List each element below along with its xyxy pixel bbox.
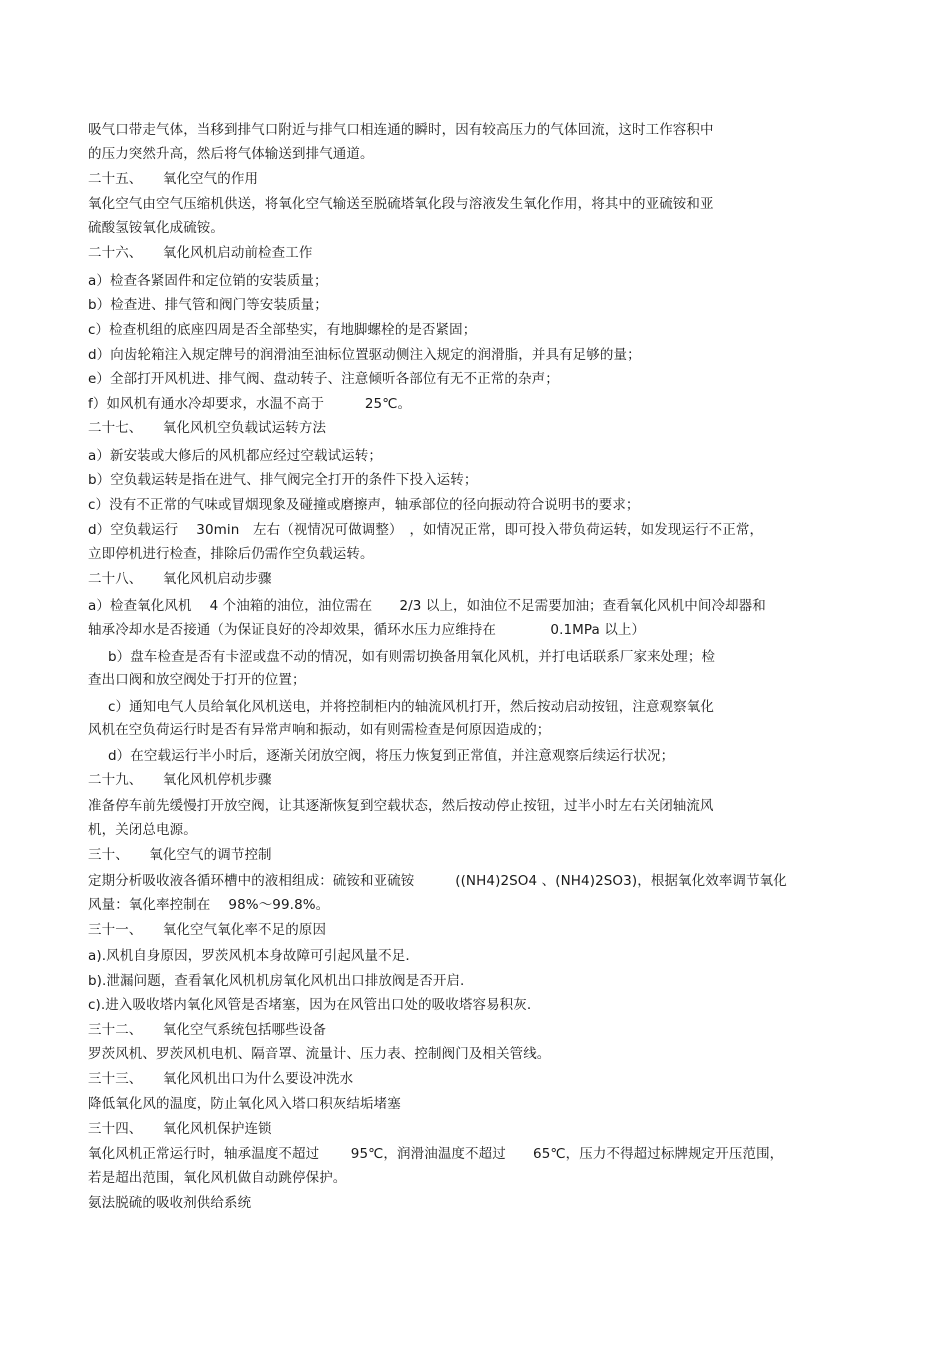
section-heading: 三十三、 氧化风机出口为什么要设冲洗水 [88,1071,354,1087]
paragraph-line: 的压力突然升高，然后将气体输送到排气通道。 [88,146,374,162]
list-item: d）在空载运行半小时后，逐渐关闭放空阀，将压力恢复到正常值，并注意观察后续运行状况； [108,748,675,764]
paragraph-line: 硫酸氢铵氧化成硫铵。 [88,220,224,236]
list-item: a）新安装或大修后的风机都应经过空载试运转； [88,448,382,464]
list-item: b）空负载运转是指在进气、排气阀完全打开的条件下投入运转； [88,472,478,488]
list-item: b）检查进、排气管和阀门等安装质量； [88,297,328,313]
list-item: c）检查机组的底座四周是否全部垫实，有地脚螺栓的是否紧固； [88,322,477,338]
section-heading: 三十四、 氧化风机保护连锁 [88,1121,272,1137]
paragraph-line: 准备停车前先缓慢打开放空阀，让其逐渐恢复到空载状态，然后按动停止按钮，过半小时左右关闭轴流风 [88,798,714,814]
paragraph-line: 罗茨风机、罗茨风机电机、隔音罩、流量计、压力表、控制阀门及相关管线。 [88,1046,551,1062]
paragraph-line: 氧化风机正常运行时，轴承温度不超过 95℃，润滑油温度不超过 65℃，压力不得超过标牌规定开压范围， [88,1146,784,1162]
paragraph-line: 若是超出范围，氧化风机做自动跳停保护。 [88,1170,347,1186]
section-heading: 氨法脱硫的吸收剂供给系统 [88,1195,252,1211]
list-item: f）如风机有通水冷却要求，水温不高于 25℃。 [88,396,412,412]
section-heading: 二十八、 氧化风机启动步骤 [88,571,272,587]
section-heading: 二十六、 氧化风机启动前检查工作 [88,245,313,261]
paragraph-line: 风机在空负荷运行时是否有异常声响和振动，如有则需检查是何原因造成的； [88,722,551,738]
section-heading: 三十、 氧化空气的调节控制 [88,847,272,863]
section-heading: 三十二、 氧化空气系统包括哪些设备 [88,1022,327,1038]
list-item: a）检查氧化风机 4 个油箱的油位，油位需在 2/3 以上，如油位不足需要加油；查看氧化风机中间冷却器和 [88,598,766,614]
paragraph-line: 查出口阀和放空阀处于打开的位置； [88,672,306,688]
paragraph-line: 轴承冷却水是否接通（为保证良好的冷却效果，循环水压力应维持在 0.1MPa 以上） [88,622,646,638]
section-heading: 二十九、 氧化风机停机步骤 [88,772,272,788]
paragraph-line: 氧化空气由空气压缩机供送，将氧化空气输送至脱硫塔氧化段与溶液发生氧化作用，将其中的亚硫铵和亚 [88,196,714,212]
paragraph-line: 风量：氧化率控制在 98%～99.8%。 [88,897,330,913]
list-item: a）检查各紧固件和定位销的安装质量； [88,273,328,289]
section-heading: 二十七、 氧化风机空负载试运转方法 [88,420,327,436]
paragraph-line: 降低氧化风的温度，防止氧化风入塔口积灰结垢堵塞 [88,1096,401,1112]
list-item: c）没有不正常的气味或冒烟现象及碰撞或磨擦声，轴承部位的径向振动符合说明书的要求； [88,497,640,513]
list-item: b).泄漏问题，查看氧化风机机房氧化风机出口排放阀是否开启. [88,973,465,989]
section-heading: 二十五、 氧化空气的作用 [88,171,259,187]
section-heading: 三十一、 氧化空气氧化率不足的原因 [88,922,327,938]
list-item: d）向齿轮箱注入规定牌号的润滑油至油标位置驱动侧注入规定的润滑脂，并具有足够的量； [88,347,641,363]
paragraph-line: 立即停机进行检查，排除后仍需作空负载运转。 [88,546,374,562]
list-item: c).进入吸收塔内氧化风管是否堵塞，因为在风管出口处的吸收塔容易积灰. [88,997,532,1013]
list-item: e）全部打开风机进、排气阀、盘动转子、注意倾听各部位有无不正常的杂声； [88,371,559,387]
list-item: c）通知电气人员给氧化风机送电，并将控制柜内的轴流风机打开，然后按动启动按钮，注意观察氧化 [108,699,714,715]
list-item: b）盘车检查是否有卡涩或盘不动的情况，如有则需切换备用氧化风机，并打电话联系厂家来处理；检 [108,649,716,665]
paragraph-line: 吸气口带走气体，当移到排气口附近与排气口相连通的瞬时，因有较高压力的气体回流，这时工作容积中 [88,122,714,138]
paragraph-line: 机，关闭总电源。 [88,822,197,838]
paragraph-line: 定期分析吸收液各循环槽中的液相组成：硫铵和亚硫铵 ((NH4)2SO4 、(NH4)2SO3)，根据氧化效率调节氧化 [88,873,787,889]
list-item: a).风机自身原因，罗茨风机本身故障可引起风量不足. [88,948,410,964]
list-item: d）空负载运行 30min 左右（视情况可做调整） ，如情况正常，即可投入带负荷运转，如发现运行不正常， [88,522,764,538]
